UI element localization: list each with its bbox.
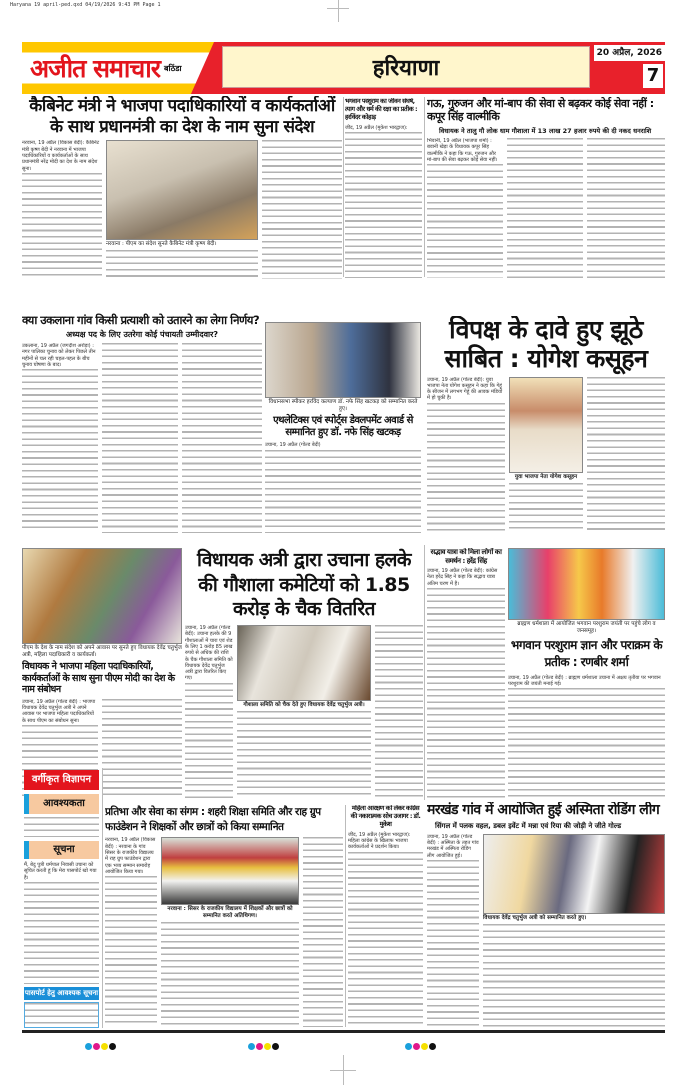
article-headline: प्रतिभा और सेवा का संगम : शहरी शिक्षा समिति और राह ग्रुप फाउंडेशन ने शिक्षकों और छात्रों को किया सम्मानित bbox=[105, 806, 321, 833]
article-text-lines bbox=[483, 924, 665, 1027]
article-text-lines bbox=[265, 450, 421, 533]
article-yogesh bbox=[427, 316, 665, 533]
article-headline: महिला आरक्षण को लेकर कांग्रेस की नकारात्मक सोच उजागर : डॉ. मुकेश bbox=[350, 805, 421, 828]
article-text-lines bbox=[348, 852, 423, 1027]
article-mahila-aarakshan bbox=[348, 805, 423, 1027]
crop-mark bbox=[327, 8, 349, 9]
article-text-lines bbox=[262, 140, 342, 279]
article-subhead: अध्यक्ष पद के लिए उतरेगा कोई पंचायती उम्मीदवार? bbox=[65, 330, 219, 340]
article-headline: एथलेटिक्स एवं स्पोर्ट्स डेवलपमेंट अवार्ड से सम्मानित हुए डॉ. नफे सिंह खटकड़ bbox=[273, 415, 413, 439]
article-text-lines bbox=[427, 403, 505, 533]
photo-caption: गौशाला समिति को चैक देते हुए विधायक देवेंद्र चतुर्भुज अत्री। bbox=[243, 702, 365, 709]
article-text-lines bbox=[509, 483, 583, 534]
page-number: 7 bbox=[643, 64, 663, 88]
column-divider bbox=[345, 805, 346, 1027]
article-subhead: सिंगल में पलक वहल, डबल इवेंट में मन्ना एवं रिया की जोड़ी ने जीते गोल्ड bbox=[435, 822, 622, 831]
article-text: उचाना, 19 अप्रैल (गोल्ड बेदी) : ब्राह्मण धर्मशाला उचाना में अक्षय तृतीया पर भगवान परशुराम की जयंती मनाई गई। bbox=[508, 674, 661, 688]
article-mahila-sambodhan bbox=[22, 548, 182, 798]
color-registration-marks bbox=[405, 1035, 437, 1054]
photo-caption: युवा भाजपा नेता योगेश कसूहन bbox=[514, 473, 578, 480]
column-divider bbox=[343, 97, 344, 277]
portrait-photo bbox=[509, 377, 583, 473]
masthead-logo bbox=[30, 46, 182, 90]
article-text-lines bbox=[587, 138, 665, 278]
article-text-lines bbox=[161, 922, 299, 1027]
article-text: उचाना, 19 अप्रैल (गोल्ड बेदी) : भाजपा विधायक देवेंद्र चतुर्भुज अत्री ने अपने आवास पर भाजपा महिला पदाधिकारियों के साथ पीएम का संबोधन सुना। bbox=[22, 698, 96, 724]
notice-text: मैं, बेदु पुत्री धर्मपाल निवासी उचाना को सूचित करती हूं कि मेरा पासपोर्ट खो गया है। bbox=[24, 862, 97, 881]
classified-text-lines bbox=[24, 1002, 99, 1028]
school-photo bbox=[161, 837, 299, 905]
article-headline: क्या उकलाना गांव किसी प्रत्याशी को उतारने का लेगा निर्णय? bbox=[22, 313, 260, 327]
article-text-lines bbox=[303, 837, 343, 1027]
article-text-lines bbox=[22, 369, 98, 533]
photo-caption: नरवाना : सिसर के राजकीय विद्यालय में शिक्षकों और छात्रों को सम्मानित करते अतिथिगण। bbox=[167, 906, 293, 920]
photo-caption: विधायक देवेंद्र चतुर्भुज अत्री को सम्मानित करते हुए। bbox=[483, 914, 587, 921]
article-photo bbox=[106, 140, 258, 240]
color-registration-marks bbox=[248, 1035, 280, 1054]
article-text-lines bbox=[427, 860, 479, 1027]
article-text-lines bbox=[102, 343, 178, 533]
article-text: उचाना, 19 अप्रैल (गोल्ड बेदी): उचाना हलके की 9 गौशालाओं में चारा एवं शेड के लिए 1 करोड़ 85 लाख रुपये से अधिक की राशि के चैक गौशाला समिति को विधायक देवेंद्र चतुर्भुज अत्री द्वारा वितरित किए गए। bbox=[185, 625, 233, 682]
article-headline: भगवान परशुराम ज्ञान और पराक्रम के प्रतीक : रणबीर शर्मा bbox=[510, 638, 663, 670]
section-title: हरियाणा bbox=[222, 46, 590, 88]
article-text: उचाना, 19 अप्रैल (गोल्ड बेदी): युवा भाजपा नेता योगेश कसूहन ने कहा कि गेहूं के सीजन में लगभग गेहूं की आवक मंडियों में हो चुकी है। bbox=[427, 376, 503, 402]
article-headline: विपक्ष के दावे हुए झूठे साबित : योगेश कसूहन bbox=[444, 316, 648, 373]
article-headline: सद्भाव यात्रा को मिला लोगों का समर्थन : हरेंद्र सिंह bbox=[430, 548, 502, 565]
article-gaushala-cheques bbox=[185, 548, 423, 798]
classified-text-lines bbox=[24, 817, 99, 837]
footer-rule bbox=[22, 1030, 665, 1033]
article-text-lines bbox=[345, 132, 422, 278]
article-text-lines bbox=[185, 683, 233, 798]
article-lead bbox=[22, 96, 342, 279]
article-text: नरवाना, 19 अप्रैल (विकास बेदी): कैबिनेट मंत्री कृष्ण बेदी ने नरवाना में भाजपा पदाधिकारियों व कार्यकर्ताओं के साथ प्रधानमंत्री नरेंद्र मोदी का देश के नाम संदेश सुना। bbox=[22, 140, 100, 172]
article-text: भिवानी, 19 अप्रैल (भाजपा शर्मा) : बवानी खेड़ा के विधायक कपूर सिंह वाल्मीकि ने कहा कि गऊ, गुरुजन और मां-बाप की सेवा बढ़कर कोई सेवा नहीं। bbox=[427, 137, 498, 163]
article-text-lines bbox=[22, 173, 102, 279]
article-uklana bbox=[22, 313, 262, 533]
article-headline: विधायक ने भाजपा महिला पदाधिकारियों, कार्यकर्ताओं के साथ सुना पीएम मोदी का देश के नाम संबोधन bbox=[22, 661, 175, 696]
classified-text-lines bbox=[24, 882, 99, 984]
article-subhead: विधायक ने तालु गौ लोक धाम गौशाला में 13 लाख 27 हजार रुपये की दी नकद धनराशि bbox=[439, 126, 652, 135]
article-headline: विधायक अत्री द्वारा उचाना हलके की गौशाला कमेटियों को 1.85 करोड़ के चैक वितरित bbox=[196, 549, 412, 621]
article-parshuram-jind bbox=[345, 98, 422, 278]
article-headline: मरखंड गांव में आयोजित हुई अस्मिता रोडिंग लीग bbox=[427, 802, 660, 818]
article-text-lines bbox=[375, 625, 423, 798]
classifieds-column bbox=[24, 770, 99, 1028]
article-text-lines bbox=[182, 343, 262, 533]
article-text: जींद, 19 अप्रैल (मुकेश भारद्वाज): महिला कांग्रेस के खिलाफ भाजपा कार्यकर्ताओं ने प्रदर्शन किया। bbox=[348, 831, 411, 851]
article-text-lines bbox=[507, 138, 583, 278]
photo-caption: ब्राह्मण धर्मशाला में आयोजित भगवान परशुराम जयंती पर पहुंचे लोग व जनसमूह। bbox=[517, 621, 656, 634]
cheque-photo bbox=[237, 625, 371, 701]
article-parshuram-jayanti bbox=[508, 548, 665, 798]
newspaper-logo: अजीत समाचार bbox=[30, 54, 160, 83]
article-text: उचाना, 19 अप्रैल (गोल्ड बेदी): कांग्रेस नेता हरेंद्र सिंह ने कहा कि सद्भाव यात्रा अंतिम चरण में है। bbox=[427, 568, 498, 587]
award-photo bbox=[265, 322, 421, 398]
league-photo bbox=[483, 834, 665, 914]
color-registration-marks bbox=[85, 1035, 117, 1054]
article-text: उचाना, 19 अप्रैल (गोल्ड बेदी) bbox=[265, 442, 321, 449]
article-sadbhav-yatra bbox=[427, 548, 505, 798]
column-divider bbox=[102, 768, 103, 1028]
edition-city: बठिंडा bbox=[163, 63, 182, 73]
column-divider bbox=[424, 97, 425, 277]
crop-mark bbox=[338, 0, 339, 22]
article-pratibha-samman bbox=[105, 805, 343, 1027]
article-asmita-league bbox=[427, 802, 665, 1027]
classified-notice[interactable]: सूचना bbox=[24, 841, 99, 859]
article-text-lines bbox=[106, 250, 258, 279]
photo-caption: पीएम के देश के नाम संदेश को अपने आवास पर सुनते हुए विधायक देवेंद्र चतुर्भुज अत्री, महिला पदाधिकारी व कार्यकर्ता। bbox=[22, 645, 182, 658]
article-award bbox=[265, 322, 421, 533]
article-gau-seva bbox=[427, 97, 665, 278]
article-headline: भगवान परशुराम का जीवन संघर्ष, त्याग और धर्म की रक्षा का प्रतीक : हरविंदर कोहाड़ bbox=[345, 98, 418, 121]
article-text-lines bbox=[427, 164, 503, 278]
article-headline: गऊ, गुरुजन और मां-बाप की सेवा से बढ़कर कोई सेवा नहीं : कपूर सिंह वाल्मीकि bbox=[427, 97, 654, 124]
issue-date: 20 अप्रैल, 2026 bbox=[594, 45, 665, 61]
classifieds-header: वर्गीकृत विज्ञापन bbox=[24, 770, 99, 790]
photo-caption: नरवाना : पीएम का संदेश सुनते कैबिनेट मंत्री कृष्ण बेदी। bbox=[106, 241, 217, 248]
crop-mark bbox=[330, 1070, 356, 1071]
jayanti-photo bbox=[508, 548, 665, 620]
article-text: उकलाना, 19 अप्रैल (जगदीश अरोड़ा) : नगर पालिका चुनाव को लेकर पिछले तीन महीनों से चल रही चहल-पहल के बीच चुनाव घोषणा के बाद। bbox=[22, 343, 96, 368]
photo-caption: विधानसभा स्पीकर हरविंद कल्याण डॉ. नफे सिंह खटकड़ को सम्मानित करते हुए। bbox=[268, 399, 418, 412]
article-text-lines bbox=[508, 688, 665, 798]
classified-passport[interactable]: पासपोर्ट हेतु आवश्यक सूचना bbox=[24, 987, 99, 1000]
print-slug: Haryana 19 april-ped.qxd 04/19/2026 9:43 PM Page 1 bbox=[10, 2, 161, 8]
article-text-lines bbox=[427, 588, 505, 798]
classified-wanted[interactable]: आवश्यकता bbox=[24, 794, 99, 814]
column-divider bbox=[424, 545, 425, 800]
article-text: जींद, 19 अप्रैल (मुकेश भारद्वाज): bbox=[345, 124, 408, 131]
article-text-lines bbox=[105, 876, 157, 1027]
article-text-lines bbox=[587, 377, 665, 534]
article-text-lines bbox=[237, 711, 371, 798]
article-text-lines bbox=[102, 699, 182, 798]
meeting-photo bbox=[22, 548, 182, 644]
article-text: नरवाना, 19 अप्रैल (विकास बेदी) : नरवाना के गांव सिसर के राजकीय विद्यालय में राह ग्रुप फाउंडेशन द्वारा एक भव्य सम्मान समारोह आयोजित किया गया। bbox=[105, 837, 156, 875]
lead-headline: कैबिनेट मंत्री ने भाजपा पदाधिकारियों व कार्यकर्ताओं के साथ प्रधानमंत्री का देश के नाम सुना संदेश bbox=[29, 96, 335, 137]
article-text: उचाना, 19 अप्रैल (गोल्ड बेदी) : अस्मिता के तहत गांव मरखंड में अस्मिता रोडिंग लीग आयोजित हुई। bbox=[427, 833, 479, 859]
